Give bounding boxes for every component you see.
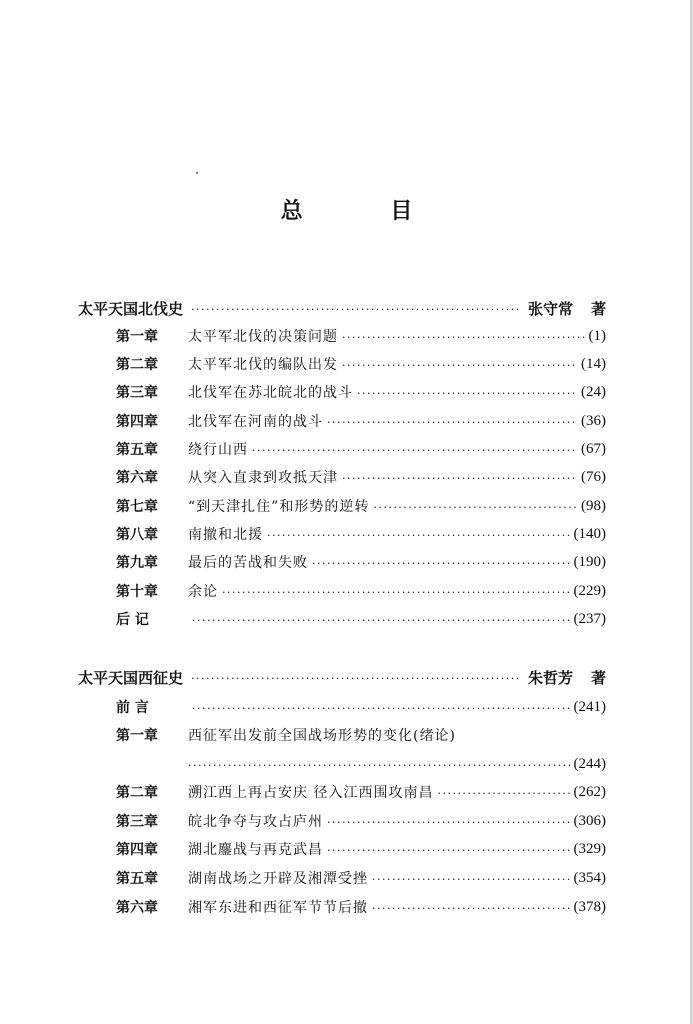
chapter-title: 西征军出发前全国战场形势的变化(绪论) <box>188 728 456 744</box>
book-heading[interactable] <box>78 665 606 689</box>
toc-entry[interactable] <box>116 437 606 461</box>
page-number: (354) <box>573 869 606 886</box>
leader-dots <box>191 303 520 316</box>
page-number: (36) <box>581 412 606 429</box>
toc-entry[interactable] <box>116 494 606 518</box>
chapter-number: 第一章 <box>116 329 158 345</box>
leader-dots <box>357 387 577 400</box>
book-title: 太平天国西征史 <box>78 668 184 687</box>
toc-entry[interactable] <box>116 723 606 747</box>
page-number: (306) <box>573 812 606 829</box>
page-number: (244) <box>573 755 606 772</box>
page-number: (98) <box>581 497 606 514</box>
leader-dots <box>192 702 570 715</box>
toc-entry[interactable] <box>116 409 606 433</box>
chapter-title: 北伐军在河南的战斗 <box>188 414 323 430</box>
chapter-title: 皖北争夺与攻占庐州 <box>188 814 323 830</box>
toc-entry[interactable] <box>116 895 606 919</box>
leader-dots <box>222 586 570 599</box>
page-number: (329) <box>573 840 606 857</box>
leader-dots <box>372 902 570 915</box>
chapter-title: “到天津扎住”和形势的逆转 <box>188 499 370 515</box>
chapter-number: 第六章 <box>116 470 158 486</box>
chapter-number: 第四章 <box>116 414 158 430</box>
chapter-title: 从突入直隶到攻抵天津 <box>188 470 338 486</box>
chapter-title: 湖南战场之开辟及湘潭受挫 <box>188 871 368 887</box>
page-number: (262) <box>573 783 606 800</box>
leader-dots <box>327 416 577 429</box>
leader-dots <box>437 787 569 800</box>
toc-entry[interactable] <box>116 837 606 861</box>
toc-entry[interactable] <box>116 352 606 376</box>
toc-entry[interactable] <box>116 607 606 631</box>
chapter-number: 第三章 <box>116 814 158 830</box>
leader-dots <box>342 359 577 372</box>
chapter-number: 第九章 <box>116 555 158 571</box>
leader-dots <box>191 672 520 685</box>
book-title: 太平天国北伐史 <box>78 299 184 318</box>
chapter-number: 第二章 <box>116 357 158 373</box>
chapter-number: 第五章 <box>116 442 158 458</box>
chapter-title: 太平军北伐的决策问题 <box>188 329 338 345</box>
chapter-number: 第十章 <box>116 584 158 600</box>
leader-dots <box>192 614 570 627</box>
book-heading[interactable] <box>78 296 606 320</box>
toc-entry-continuation[interactable] <box>188 752 606 776</box>
leader-dots <box>342 472 577 485</box>
toc-entry[interactable] <box>116 579 606 603</box>
page-number: (237) <box>573 610 606 627</box>
book-author: 朱哲芳 <box>527 668 573 687</box>
chapter-title: 余论 <box>188 584 218 600</box>
chapter-number: 第三章 <box>116 385 158 401</box>
page-number: (14) <box>581 355 606 372</box>
page-title: 总 目 <box>280 199 453 224</box>
page-number: (1) <box>588 327 606 344</box>
author-suffix: 著 <box>590 299 606 318</box>
toc-entry[interactable] <box>116 465 606 489</box>
page-number: (140) <box>573 525 606 542</box>
chapter-title: 溯江西上再占安庆 径入江西围攻南昌 <box>188 785 434 801</box>
page-number: (24) <box>581 383 606 400</box>
page-number: (378) <box>573 898 606 915</box>
chapter-title: 湖北鏖战与再克武昌 <box>188 842 323 858</box>
author-suffix: 著 <box>590 668 606 687</box>
leader-dots <box>327 816 570 829</box>
leader-dots <box>342 331 585 344</box>
chapter-title: 南撤和北援 <box>188 527 263 543</box>
leader-dots <box>252 444 577 457</box>
leader-dots <box>372 873 570 886</box>
leader-dots <box>327 844 570 857</box>
toc-entry[interactable] <box>116 809 606 833</box>
leader-dots <box>267 529 570 542</box>
toc-entry[interactable] <box>116 550 606 574</box>
chapter-number: 前 言 <box>116 700 149 716</box>
toc-entry[interactable] <box>116 780 606 804</box>
leader-dots <box>312 557 570 570</box>
chapter-number: 第一章 <box>116 728 158 744</box>
chapter-title: 湘军东进和西征军节节后撤 <box>188 900 368 916</box>
chapter-title: 最后的苦战和失败 <box>188 555 308 571</box>
leader-dots <box>188 759 570 772</box>
page-number: (190) <box>573 553 606 570</box>
chapter-number: 第二章 <box>116 785 158 801</box>
page-number: (229) <box>573 582 606 599</box>
book-author: 张守常 <box>527 299 573 318</box>
chapter-number: 第四章 <box>116 842 158 858</box>
scan-speck <box>196 172 198 174</box>
chapter-number: 第七章 <box>116 499 158 515</box>
chapter-title: 北伐军在苏北皖北的战斗 <box>188 385 353 401</box>
toc-entry[interactable] <box>116 695 606 719</box>
chapter-title: 太平军北伐的编队出发 <box>188 357 338 373</box>
chapter-number: 后 记 <box>116 612 149 628</box>
toc-entry[interactable] <box>116 380 606 404</box>
toc-entry[interactable] <box>116 522 606 546</box>
chapter-title: 绕行山西 <box>188 442 248 458</box>
leader-dots <box>373 501 577 514</box>
toc-entry[interactable] <box>116 866 606 890</box>
toc-entry[interactable] <box>116 324 606 348</box>
page-number: (241) <box>573 698 606 715</box>
page-number: (76) <box>581 468 606 485</box>
chapter-number: 第八章 <box>116 527 158 543</box>
chapter-number: 第五章 <box>116 871 158 887</box>
chapter-number: 第六章 <box>116 900 158 916</box>
page-number: (67) <box>581 440 606 457</box>
